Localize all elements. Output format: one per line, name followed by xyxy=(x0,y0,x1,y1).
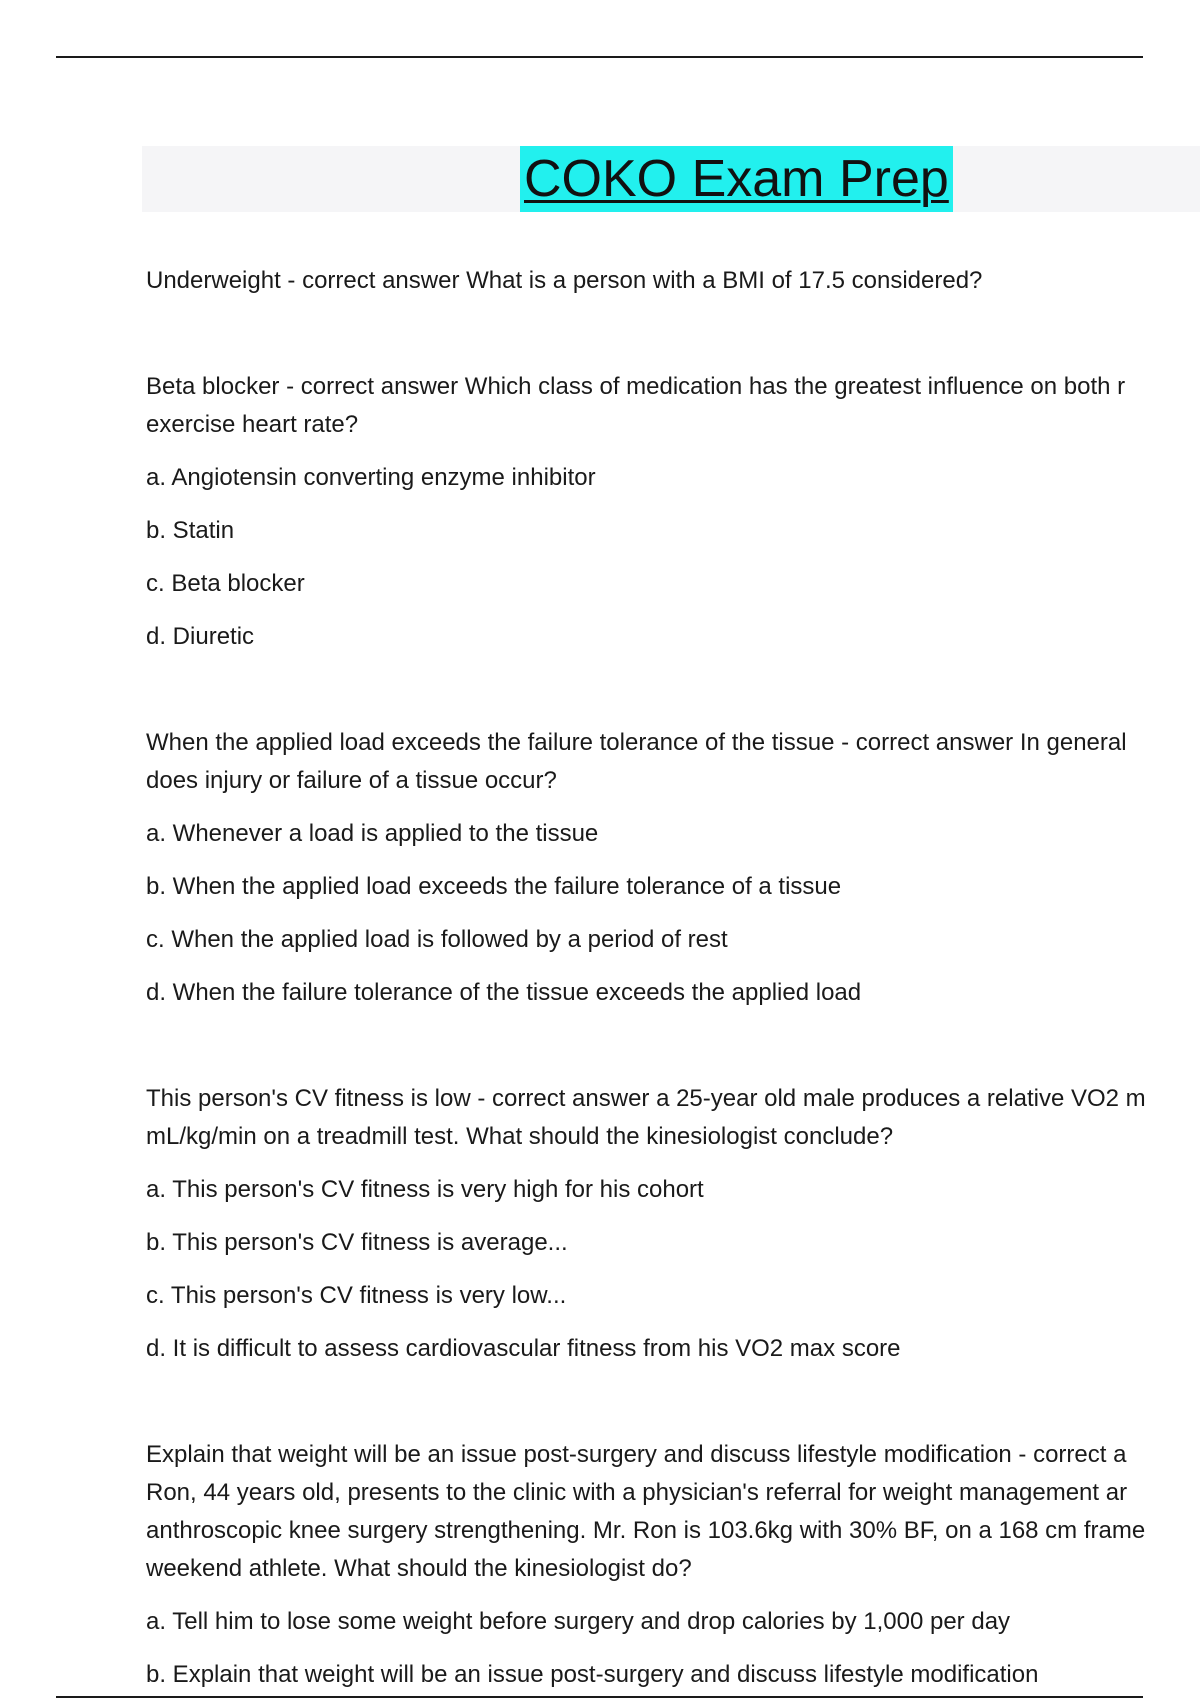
question-text: weekend athlete. What should the kinesiologist do? xyxy=(146,1555,692,1582)
answer-option: b. When the applied load exceeds the failure tolerance of a tissue xyxy=(146,873,842,900)
question-text: Underweight - correct answer What is a person with a BMI of 17.5 considered? xyxy=(146,267,983,294)
footer-rule xyxy=(56,1696,1143,1698)
answer-option: a. This person's CV fitness is very high for his cohort xyxy=(146,1176,704,1203)
answer-option: c. When the applied load is followed by a period of rest xyxy=(146,926,728,953)
answer-option: d. Diuretic xyxy=(146,623,255,650)
answer-option: b. Explain that weight will be an issue post-surgery and discuss lifestyle modification xyxy=(146,1661,1039,1688)
header-rule xyxy=(56,56,1143,58)
answer-option: d. It is difficult to assess cardiovascular fitness from his VO2 max score xyxy=(146,1335,901,1362)
answer-option: c. This person's CV fitness is very low... xyxy=(146,1282,567,1309)
answer-option: a. Whenever a load is applied to the tissue xyxy=(146,820,599,847)
answer-option: c. Beta blocker xyxy=(146,570,305,597)
question-text: Explain that weight will be an issue post-surgery and discuss lifestyle modification - correct a xyxy=(146,1441,1127,1468)
question-text: Ron, 44 years old, presents to the clinic with a physician's referral for weight management ar xyxy=(146,1479,1128,1506)
question-text: does injury or failure of a tissue occur? xyxy=(146,767,557,794)
answer-option: d. When the failure tolerance of the tissue exceeds the applied load xyxy=(146,979,862,1006)
question-block xyxy=(146,368,1200,656)
question-text: When the applied load exceeds the failure tolerance of the tissue - correct answer In general xyxy=(146,729,1127,756)
question-text: exercise heart rate? xyxy=(146,411,359,438)
answer-option: b. This person's CV fitness is average... xyxy=(146,1229,568,1256)
question-text: anthroscopic knee surgery strengthening. Mr. Ron is 103.6kg with 30% BF, on a 168 cm frame xyxy=(146,1517,1146,1544)
question-block xyxy=(146,1080,1200,1368)
question-text: This person's CV fitness is low - correct answer a 25-year old male produces a relative VO2 m xyxy=(146,1085,1146,1112)
page-title: COKO Exam Prep xyxy=(520,146,953,212)
answer-option: a. Tell him to lose some weight before surgery and drop calories by 1,000 per day xyxy=(146,1608,1011,1635)
question-block xyxy=(146,1436,1200,1694)
question-block xyxy=(146,262,1200,300)
question-text: Beta blocker - correct answer Which class of medication has the greatest influence on both r xyxy=(146,373,1126,400)
answer-option: b. Statin xyxy=(146,517,235,544)
document-body xyxy=(146,262,1200,1694)
answer-option: a. Angiotensin converting enzyme inhibitor xyxy=(146,464,596,491)
question-text: mL/kg/min on a treadmill test. What should the kinesiologist conclude? xyxy=(146,1123,894,1150)
question-block xyxy=(146,724,1200,1012)
